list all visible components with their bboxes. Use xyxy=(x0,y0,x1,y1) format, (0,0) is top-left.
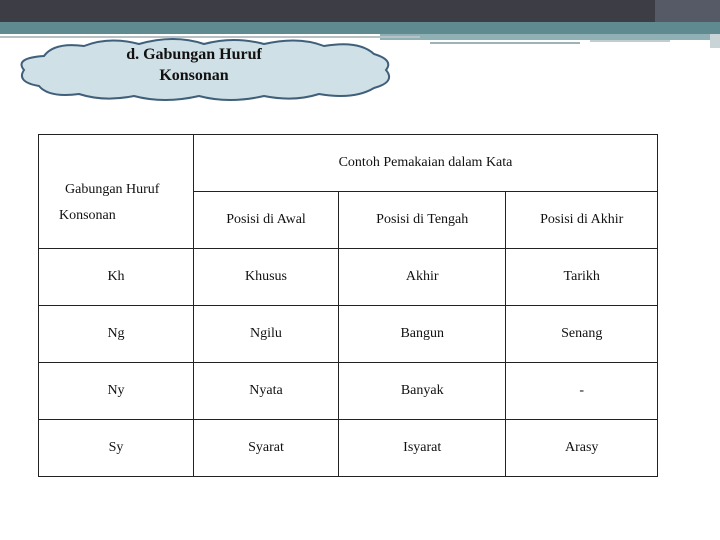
table-row xyxy=(39,363,658,420)
cell-awal: Ngilu xyxy=(194,306,339,363)
subheader-awal: Posisi di Awal xyxy=(194,192,339,249)
cell-akhir: - xyxy=(506,363,658,420)
cell-tengah: Isyarat xyxy=(339,420,506,477)
header-line xyxy=(430,42,580,44)
cell-gabungan: Ng xyxy=(39,306,194,363)
header-line xyxy=(590,40,670,42)
header-gabungan-line1: Gabungan Huruf xyxy=(65,181,160,197)
table-row xyxy=(39,420,658,477)
cell-awal: Khusus xyxy=(194,249,339,306)
page-title-line1: d. Gabungan Huruf xyxy=(126,46,262,63)
cell-tengah: Bangun xyxy=(339,306,506,363)
header-gabungan-line2: Konsonan xyxy=(59,207,116,223)
cell-awal: Syarat xyxy=(194,420,339,477)
header-contoh-pemakaian: Contoh Pemakaian dalam Kata xyxy=(194,135,658,192)
header-stripe-right xyxy=(710,34,720,48)
cell-tengah: Banyak xyxy=(339,363,506,420)
header-gabungan-huruf xyxy=(39,135,194,249)
consonant-table xyxy=(38,134,658,477)
top-header-bar xyxy=(0,0,720,22)
subheader-akhir: Posisi di Akhir xyxy=(506,192,658,249)
cell-gabungan: Sy xyxy=(39,420,194,477)
subheader-tengah: Posisi di Tengah xyxy=(339,192,506,249)
cell-gabungan: Ny xyxy=(39,363,194,420)
cell-tengah: Akhir xyxy=(339,249,506,306)
cell-akhir: Tarikh xyxy=(506,249,658,306)
cell-akhir: Arasy xyxy=(506,420,658,477)
table-row xyxy=(39,249,658,306)
top-header-accent xyxy=(655,0,720,22)
header-stripe-teal xyxy=(0,22,720,34)
table-row xyxy=(39,306,658,363)
cell-awal: Nyata xyxy=(194,363,339,420)
page-title xyxy=(14,44,374,86)
cell-gabungan: Kh xyxy=(39,249,194,306)
cell-akhir: Senang xyxy=(506,306,658,363)
page-title-line2: Konsonan xyxy=(159,67,229,84)
